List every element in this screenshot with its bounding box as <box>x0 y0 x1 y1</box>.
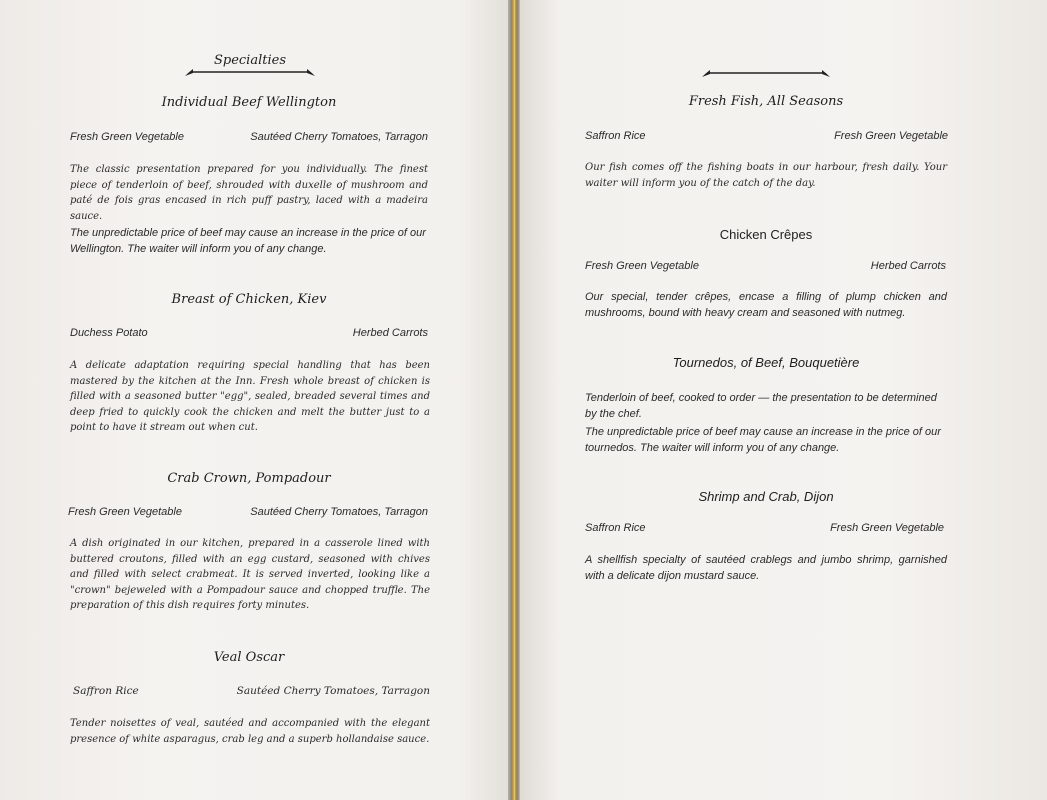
dish-description <box>70 716 430 747</box>
side-dish-left: Duchess Potato <box>70 327 148 339</box>
ornament-divider-icon <box>702 67 830 79</box>
side-dish-right: Sautéed Cherry Tomatoes, Tarragon <box>236 685 430 697</box>
dish-name: Shrimp and Crab, Dijon <box>698 489 834 504</box>
dish-description <box>70 536 430 614</box>
price-note: The unpredictable price of beef may cause an increase in the price of our Wellington. The waiter will inform you of any change. <box>70 227 426 255</box>
gold-binding-cord <box>508 0 520 800</box>
price-note: The unpredictable price of beef may cause an increase in the price of our tournedos. The waiter will inform you of any change. <box>585 426 941 454</box>
dish-name: Chicken Crêpes <box>719 227 813 242</box>
dish-name: Individual Beef Wellington <box>161 95 337 110</box>
dish-name: Crab Crown, Pompadour <box>167 471 331 486</box>
side-dish-right: Sautéed Cherry Tomatoes, Tarragon <box>250 131 428 143</box>
dish-description <box>585 553 947 584</box>
side-dish-left: Saffron Rice <box>585 130 646 142</box>
dish-name: Breast of Chicken, Kiev <box>171 292 327 307</box>
section-title: Specialties <box>213 53 286 68</box>
description-text: Tender noisettes of veal, sautéed and accompanied with the elegant presence of white asparagus, crab leg and a superb hollandaise sauce. <box>70 718 430 745</box>
dish-name: Fresh Fish, All Seasons <box>688 94 844 109</box>
side-dish-left: Saffron Rice <box>585 522 646 534</box>
description-text: Tenderloin of beef, cooked to order — the presentation to be determined by the chef. <box>585 392 937 420</box>
dish-description <box>585 290 947 321</box>
dish-description <box>70 358 430 436</box>
side-dish-left: Fresh Green Vegetable <box>585 260 699 272</box>
side-dish-left: Saffron Rice <box>73 685 139 697</box>
dish-description <box>70 162 428 224</box>
description-text: A delicate adaptation requiring special handling that has been mastered by the kitchen at the Inn. Fresh whole breast of chicken is filled with a seasoned butter "egg", sealed, breaded several times and deep fried to quickly cook the chicken and melt the butter just to a point to have it stream out when cut. <box>70 360 430 433</box>
dish-name: Tournedos, of Beef, Bouquetière <box>672 355 860 370</box>
side-dish-left: Fresh Green Vegetable <box>68 506 182 518</box>
description-text: A shellfish specialty of sautéed crablegs and jumbo shrimp, garnished with a delicate dijon mustard sauce. <box>585 554 947 582</box>
dish-description <box>585 160 947 191</box>
description-text: Our fish comes off the fishing boats in our harbour, fresh daily. Your waiter will inform you of the catch of the day. <box>585 162 947 189</box>
dish-name: Veal Oscar <box>213 650 285 665</box>
dish-description <box>585 391 947 422</box>
side-dish-right: Fresh Green Vegetable <box>830 522 944 534</box>
side-dish-right: Fresh Green Vegetable <box>834 130 948 142</box>
description-text: Our special, tender crêpes, encase a filling of plump chicken and mushrooms, bound with heavy cream and seasoned with nutmeg. <box>585 291 947 319</box>
side-dish-right: Herbed Carrots <box>352 327 428 339</box>
ornament-divider-icon <box>185 66 315 78</box>
side-dish-right: Herbed Carrots <box>870 260 946 272</box>
side-dish-left: Fresh Green Vegetable <box>70 131 184 143</box>
side-dish-right: Sautéed Cherry Tomatoes, Tarragon <box>250 506 428 518</box>
description-text: The classic presentation prepared for you individually. The finest piece of tenderloin of beef, shrouded with duxelle of mushroom and paté de fois gras encased in rich puff pastry, laced with a madeira sauce. <box>70 164 428 222</box>
description-text: A dish originated in our kitchen, prepared in a casserole lined with buttered croutons, filled with an egg custard, seasoned with chives and filled with select crabmeat. It is served inverted, looking like a "crown" bejeweled with a Pompadour sauce and chopped truffle. The preparation of this dish requires forty minutes. <box>70 538 430 611</box>
